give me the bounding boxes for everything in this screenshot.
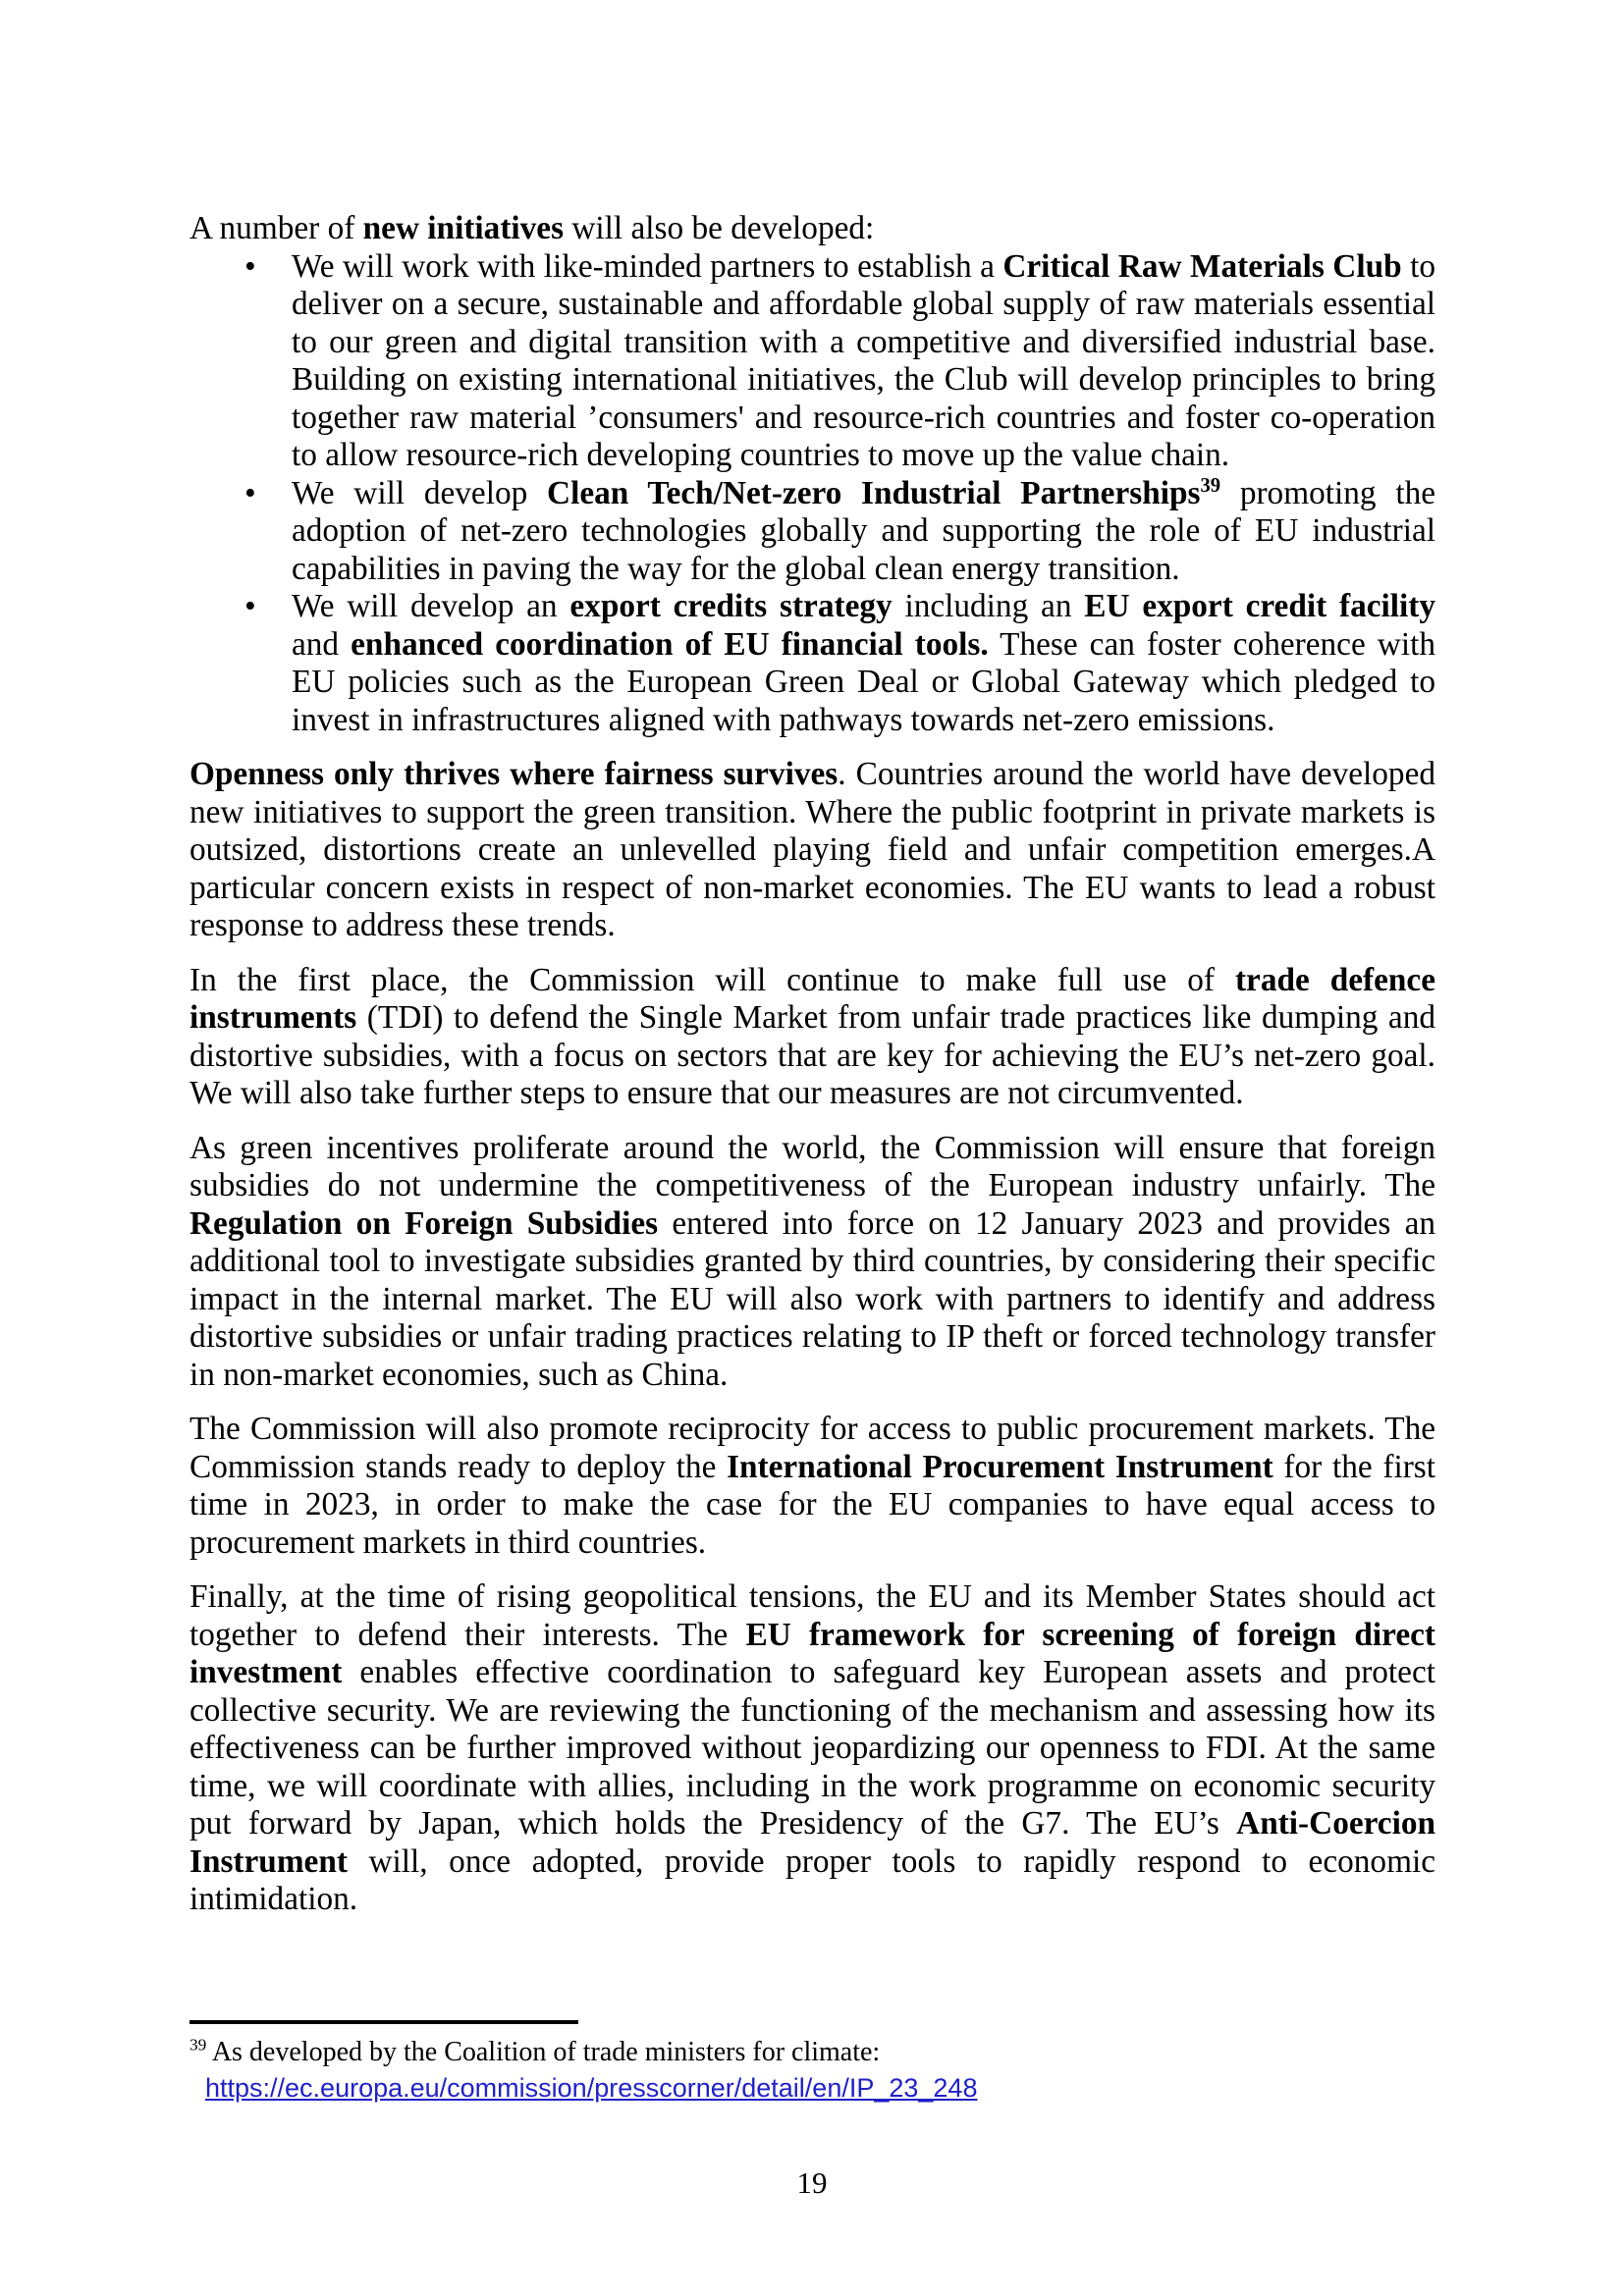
footnote-text: As developed by the Coalition of trade ministers for climate: [206, 2037, 881, 2067]
footnote-separator-rule [189, 2020, 578, 2024]
paragraph-trade-defence-instruments: In the first place, the Commission will continue to make full use of trade defence instruments (TDI) to defend the Single Market from unfair trade practices like dumping and distortive subsidies, with a focus on sectors that are key for achieving the EU’s net-zero goal. We will also take further steps to ensure that our measures are not circumvented. [189, 961, 1435, 1111]
paragraph-fdi-screening-anti-coercion: Finally, at the time of rising geopolitical tensions, the EU and its Member States should act together to defend their interests. The EU framework for screening of foreign direct investment enables effective coordination to safeguard key European assets and protect collective security. We are reviewing the functioning of the mechanism and assessing how its effectiveness can be further improved without jeopardizing our openness to FDI. At the same time, we will coordinate with allies, including in the work programme on economic security put forward by Japan, which holds the Presidency of the G7. The EU’s Anti-Coercion Instrument will, once adopted, provide proper tools to rapidly respond to economic intimidation. [189, 1578, 1436, 1917]
body-text [189, 210, 1435, 1936]
bullet-item-critical-raw-materials-club: • We will work with like-minded partners to establish a Critical Raw Materials Club to deliver on a secure, sustainable and affordable global supply of raw materials essential to our green and digital transition with a competitive and diversified industrial base. Building on existing international initiatives, the Club will develop principles to bring together raw material ’consumers' and resource-rich countries and foster co-operation to allow resource-rich developing countries to move up the value chain. [189, 248, 1435, 475]
footnote-hyperlink[interactable]: https://ec.europa.eu/commission/presscorner/detail/en/IP_23_248 [205, 2073, 978, 2103]
paragraph-intro: A number of new initiatives will also be developed: [189, 210, 875, 246]
bullet-item-clean-tech-partnerships: • We will develop Clean Tech/Net-zero Industrial Partnerships$^{39}$ promoting the adoption of net-zero technologies globally and supporting the role of EU industrial capabilities in paving the way for the global clean energy transition. [189, 475, 1435, 589]
paragraph-foreign-subsidies: As green incentives proliferate around the world, the Commission will ensure that foreign subsidies do not undermine the competitiveness of the European industry unfairly. The Regulation on Foreign Subsidies entered into force on 12 January 2023 and provides an additional tool to investigate subsidies granted by third countries, by considering their specific impact in the internal market. The EU will also work with partners to identify and address distortive subsidies or unfair trading practices relating to IP theft or forced technology transfer in non-market economies, such as China. [189, 1129, 1435, 1393]
footnote-area [189, 2020, 1435, 2106]
paragraph-openness-fairness: Openness only thrives where fairness survives. Countries around the world have developed new initiatives to support the green transition. Where the public footprint in private markets is outsized, distortions create an unlevelled playing field and unfair competition emerges.A particular concern exists in respect of non-market economies. The EU wants to lead a robust response to address these trends. [189, 756, 1435, 943]
footnote-39 [189, 2036, 1435, 2069]
footnote-marker: 39 [189, 2035, 207, 2055]
page-number: 19 [796, 2165, 828, 2200]
footnote-link-line [205, 2071, 1435, 2106]
bullet-item-export-credits-strategy: • We will develop an export credits strategy including an EU export credit facility and enhanced coordination of EU financial tools. These can foster coherence with EU policies such as the European Green Deal or Global Gateway which pledged to invest in infrastructures aligned with pathways towards net-zero emissions. [189, 588, 1435, 739]
bullet-list [189, 248, 1435, 740]
paragraph-procurement-instrument: The Commission will also promote reciprocity for access to public procurement markets. The Commission stands ready to deploy the International Procurement Instrument for the first time in 2023, in order to make the case for the EU companies to have equal access to procurement markets in third countries. [189, 1411, 1435, 1561]
